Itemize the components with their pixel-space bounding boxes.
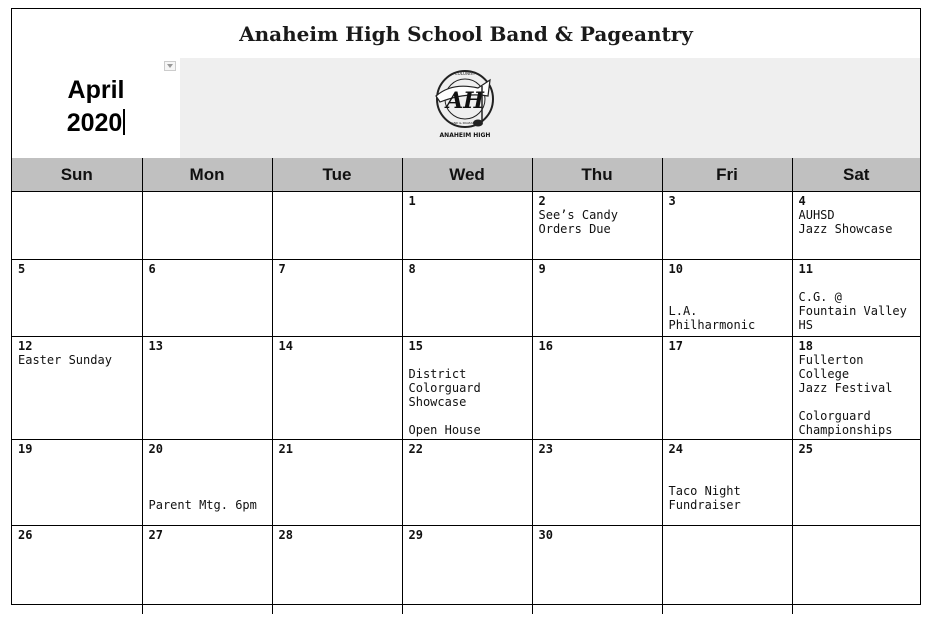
- logo-school-name: ANAHEIM HIGH: [439, 132, 491, 139]
- day-number: 28: [278, 528, 293, 542]
- week-row: [12, 440, 920, 526]
- day-event: L.A. Philharmonic: [668, 304, 756, 332]
- day-number: 1: [408, 194, 416, 208]
- day-number: 8: [408, 262, 416, 276]
- day-cell[interactable]: [272, 337, 402, 440]
- day-event: Fullerton College Jazz Festival Colorguard Championships: [798, 353, 893, 437]
- day-event: Parent Mtg. 6pm: [148, 498, 257, 512]
- day-cell[interactable]: [662, 260, 792, 337]
- day-cell[interactable]: [662, 192, 792, 260]
- day-cell[interactable]: [792, 192, 920, 260]
- day-cell[interactable]: [12, 192, 142, 260]
- month-year-label[interactable]: [12, 74, 180, 140]
- calendar-grid: [12, 158, 920, 614]
- week-row: [12, 260, 920, 337]
- logo-ring-middle: BAND & PAGEANTRY: [449, 121, 481, 125]
- day-cell[interactable]: [662, 440, 792, 526]
- day-cell[interactable]: [142, 526, 272, 614]
- day-cell[interactable]: [662, 337, 792, 440]
- day-cell[interactable]: [402, 337, 532, 440]
- week-row: [12, 526, 920, 614]
- day-cell[interactable]: [532, 192, 662, 260]
- day-number: 24: [668, 442, 683, 456]
- day-cell[interactable]: [532, 337, 662, 440]
- weekday-header: Fri: [662, 158, 792, 192]
- day-number: 10: [668, 262, 683, 276]
- day-number: 13: [148, 339, 163, 353]
- weekday-header-row: [12, 158, 920, 192]
- day-event: AUHSD Jazz Showcase: [798, 208, 893, 236]
- day-number: 23: [538, 442, 553, 456]
- logo-initials: AH: [446, 88, 484, 114]
- week-row: [12, 337, 920, 440]
- weekday-header: Thu: [532, 158, 662, 192]
- page-title: Anaheim High School Band & Pageantry: [239, 21, 693, 46]
- day-number: 15: [408, 339, 423, 353]
- day-cell[interactable]: [792, 526, 920, 614]
- day-cell[interactable]: [532, 440, 662, 526]
- day-number: 20: [148, 442, 163, 456]
- day-number: 4: [798, 194, 806, 208]
- weekday-header: Sun: [12, 158, 142, 192]
- day-number: 18: [798, 339, 813, 353]
- day-number: 16: [538, 339, 553, 353]
- logo-ring-top: COLONIST: [454, 71, 476, 76]
- day-number: 27: [148, 528, 163, 542]
- day-cell[interactable]: [792, 260, 920, 337]
- day-cell[interactable]: [272, 260, 402, 337]
- day-number: 21: [278, 442, 293, 456]
- day-event: See’s Candy Orders Due: [538, 208, 618, 236]
- day-number: 29: [408, 528, 423, 542]
- day-cell[interactable]: [402, 260, 532, 337]
- school-logo: [430, 66, 500, 146]
- day-number: 12: [18, 339, 33, 353]
- day-number: 17: [668, 339, 683, 353]
- day-number: 6: [148, 262, 156, 276]
- day-event: C.G. @ Fountain Valley HS: [798, 290, 907, 332]
- weekday-header: Wed: [402, 158, 532, 192]
- day-cell[interactable]: [12, 440, 142, 526]
- calendar-frame: [11, 8, 921, 605]
- day-cell[interactable]: [402, 526, 532, 614]
- day-number: 25: [798, 442, 813, 456]
- day-cell[interactable]: [532, 526, 662, 614]
- weekday-header: Mon: [142, 158, 272, 192]
- day-event: District Colorguard Showcase Open House: [408, 367, 481, 437]
- day-cell[interactable]: [532, 260, 662, 337]
- day-cell[interactable]: [402, 192, 532, 260]
- day-event: Easter Sunday: [18, 353, 112, 367]
- weekday-header: Tue: [272, 158, 402, 192]
- day-event: Taco Night Fundraiser: [668, 484, 741, 512]
- day-number: 22: [408, 442, 423, 456]
- day-number: 9: [538, 262, 546, 276]
- day-cell[interactable]: [272, 192, 402, 260]
- day-number: 11: [798, 262, 813, 276]
- weekday-header: Sat: [792, 158, 920, 192]
- month-label: April: [67, 76, 125, 104]
- month-dropdown-button[interactable]: [164, 61, 176, 71]
- day-number: 14: [278, 339, 293, 353]
- year-label: 2020: [66, 109, 123, 137]
- month-selector[interactable]: [12, 58, 180, 158]
- day-cell[interactable]: [662, 526, 792, 614]
- day-cell[interactable]: [12, 526, 142, 614]
- day-number: 2: [538, 194, 546, 208]
- day-cell[interactable]: [792, 440, 920, 526]
- day-number: 7: [278, 262, 286, 276]
- day-number: 19: [18, 442, 33, 456]
- day-cell[interactable]: [12, 337, 142, 440]
- day-cell[interactable]: [272, 440, 402, 526]
- day-cell[interactable]: [402, 440, 532, 526]
- day-cell[interactable]: [142, 440, 272, 526]
- day-cell[interactable]: [12, 260, 142, 337]
- day-cell[interactable]: [792, 337, 920, 440]
- day-cell[interactable]: [142, 337, 272, 440]
- day-cell[interactable]: [272, 526, 402, 614]
- day-number: 26: [18, 528, 33, 542]
- chevron-down-icon: [167, 64, 173, 68]
- day-number: 30: [538, 528, 553, 542]
- day-number: 5: [18, 262, 26, 276]
- week-row: [12, 192, 920, 260]
- month-header: [12, 58, 920, 159]
- day-cell[interactable]: [142, 192, 272, 260]
- day-number: 3: [668, 194, 676, 208]
- text-caret: [123, 109, 125, 135]
- title-bar: [12, 9, 920, 59]
- day-cell[interactable]: [142, 260, 272, 337]
